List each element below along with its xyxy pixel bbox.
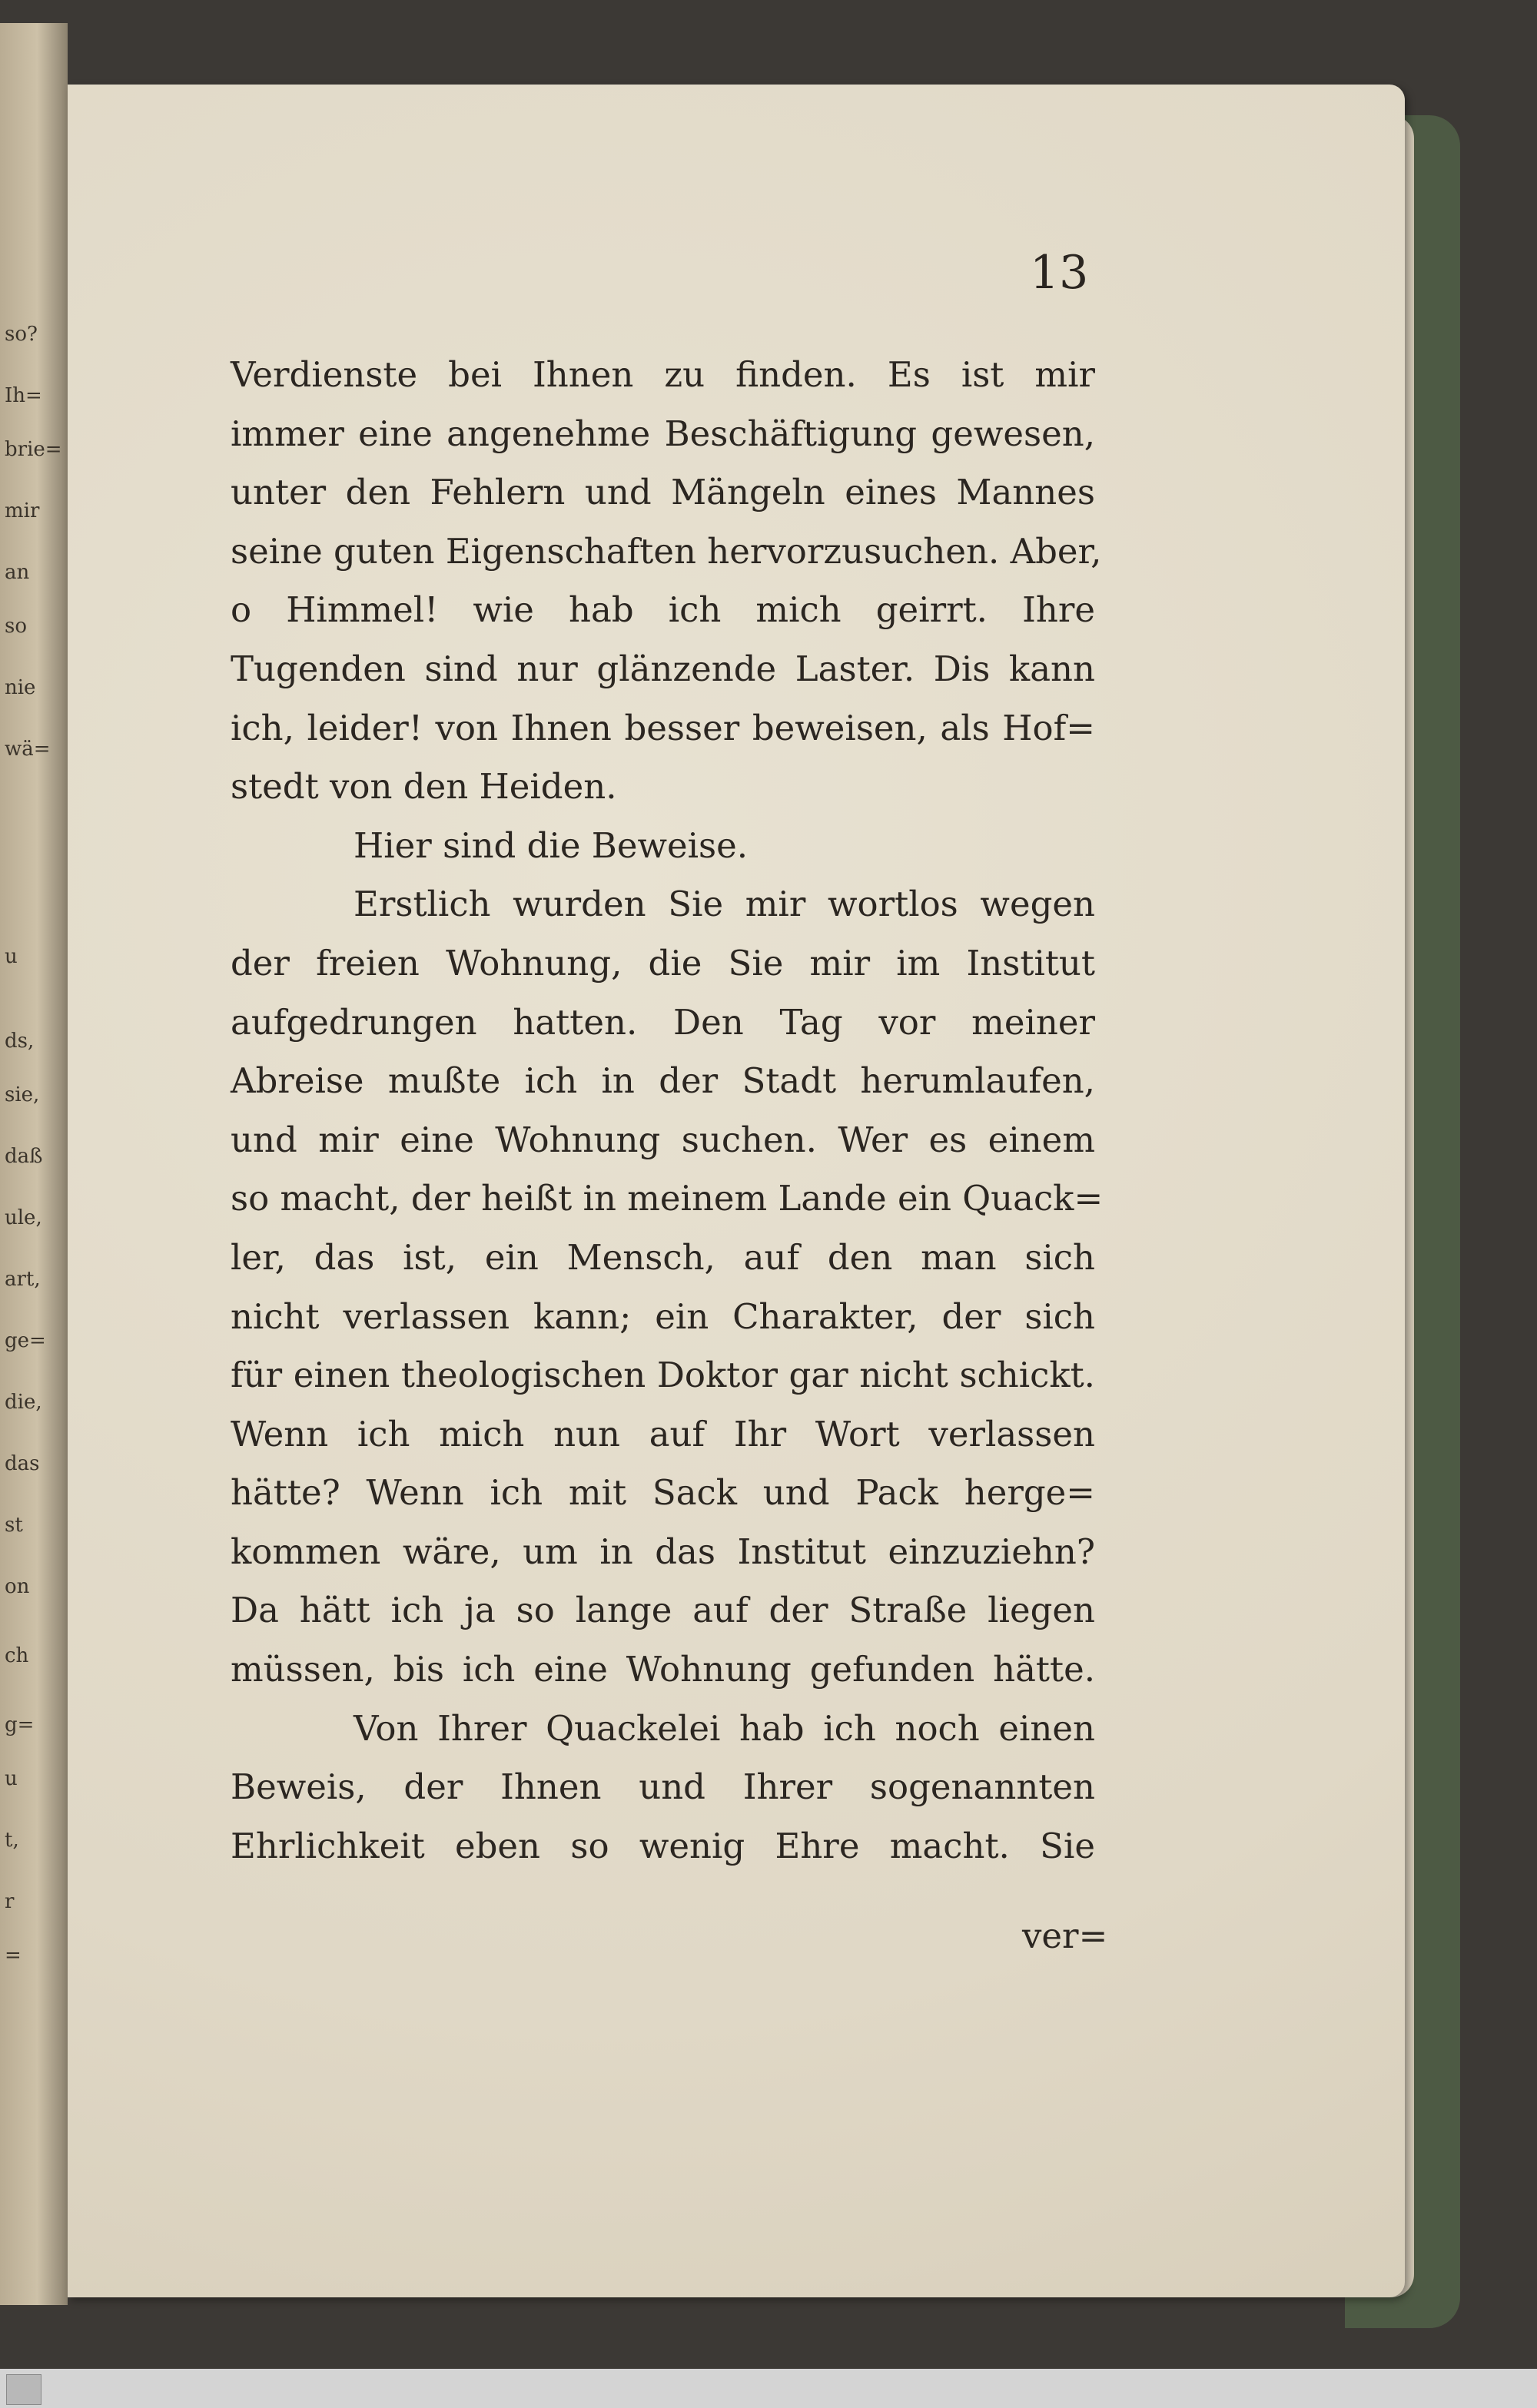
text-line: der freien Wohnung, die Sie mir im Institut (231, 942, 1095, 983)
text-line: Erstlich wurden Sie mir wortlos wegen (354, 884, 1095, 925)
text-line: unter den Fehlern und Mängeln eines Mannes (231, 472, 1095, 513)
page-number: 13 (1030, 246, 1089, 300)
prev-page-fragment: mir (5, 499, 40, 522)
text-line: ler, das ist, ein Mensch, auf den man sich (231, 1236, 1095, 1278)
text-line: Abreise mußte ich in der Stadt herumlaufen, (231, 1060, 1095, 1102)
prev-page-fragment: brie= (5, 438, 62, 461)
prev-page-fragment: = (5, 1944, 22, 1967)
prev-page-fragment: nie (5, 676, 36, 699)
prev-page-fragment: st (5, 1514, 23, 1537)
text-line: Tugenden sind nur glänzende Laster. Dis kann (231, 648, 1095, 689)
text-line: Von Ihrer Quackelei hab ich noch einen (354, 1707, 1095, 1749)
catchword: ver= (1022, 1915, 1108, 1956)
prev-page-fragment: art, (5, 1268, 41, 1291)
text-line: und mir eine Wohnung suchen. Wer es einem (231, 1119, 1095, 1160)
bottom-strip (0, 2369, 1537, 2408)
text-line: Verdienste bei Ihnen zu finden. Es ist mir (231, 354, 1095, 395)
text-line: so macht, der heißt in meinem Lande ein Quack= (231, 1178, 1104, 1219)
prev-page-fragment: u (5, 945, 18, 968)
prev-page-fragment: daß (5, 1145, 43, 1168)
text-line: seine guten Eigenschaften hervorzusuchen. Aber, (231, 530, 1102, 572)
text-line: o Himmel! wie hab ich mich geirrt. Ihre (231, 589, 1095, 631)
prev-page-fragment: u (5, 1767, 18, 1790)
prev-page-fragment: das (5, 1452, 40, 1475)
prev-page-fragment: die, (5, 1391, 42, 1414)
prev-page-fragment: sie, (5, 1083, 40, 1106)
text-line: Ehrlichkeit eben so wenig Ehre macht. Sie (231, 1825, 1095, 1866)
text-line: Wenn ich mich nun auf Ihr Wort verlassen (231, 1413, 1095, 1454)
text-line: für einen theologischen Doktor gar nicht schickt. (231, 1355, 1095, 1396)
prev-page-fragment: Ih= (5, 384, 42, 407)
text-line: hätte? Wenn ich mit Sack und Pack herge= (231, 1472, 1095, 1514)
previous-page-edge (0, 23, 68, 2305)
prev-page-fragment: ule, (5, 1206, 42, 1229)
text-line: kommen wäre, um in das Institut einzuziehn? (231, 1531, 1095, 1572)
text-line: stedt von den Heiden. (231, 766, 617, 808)
text-line: aufgedrungen hatten. Den Tag vor meiner (231, 1001, 1095, 1043)
prev-page-fragment: on (5, 1575, 30, 1598)
text-line: Hier sind die Beweise. (354, 824, 749, 866)
text-line: Beweis, der Ihnen und Ihrer sogenannten (231, 1766, 1095, 1808)
text-line: nicht verlassen kann; ein Charakter, der sich (231, 1295, 1095, 1337)
prev-page-fragment: ge= (5, 1329, 46, 1352)
body-text (231, 346, 1104, 1876)
prev-page-fragment: t, (5, 1829, 19, 1852)
prev-page-fragment: ds, (5, 1030, 35, 1053)
text-line: ich, leider! von Ihnen besser beweisen, als Hof= (231, 707, 1095, 748)
prev-page-fragment: g= (5, 1713, 35, 1736)
prev-page-fragment: so (5, 615, 27, 638)
text-line: müssen, bis ich eine Wohnung gefunden hätte. (231, 1649, 1095, 1690)
prev-page-fragment: so? (5, 323, 38, 346)
library-logo (6, 2374, 41, 2405)
prev-page-fragment: wä= (5, 738, 51, 761)
prev-page-fragment: r (5, 1890, 15, 1913)
text-line: immer eine angenehme Beschäftigung gewesen, (231, 413, 1095, 454)
prev-page-fragment: ch (5, 1644, 29, 1667)
prev-page-fragment: an (5, 561, 30, 584)
text-line: Da hätt ich ja so lange auf der Straße liegen (231, 1590, 1095, 1631)
